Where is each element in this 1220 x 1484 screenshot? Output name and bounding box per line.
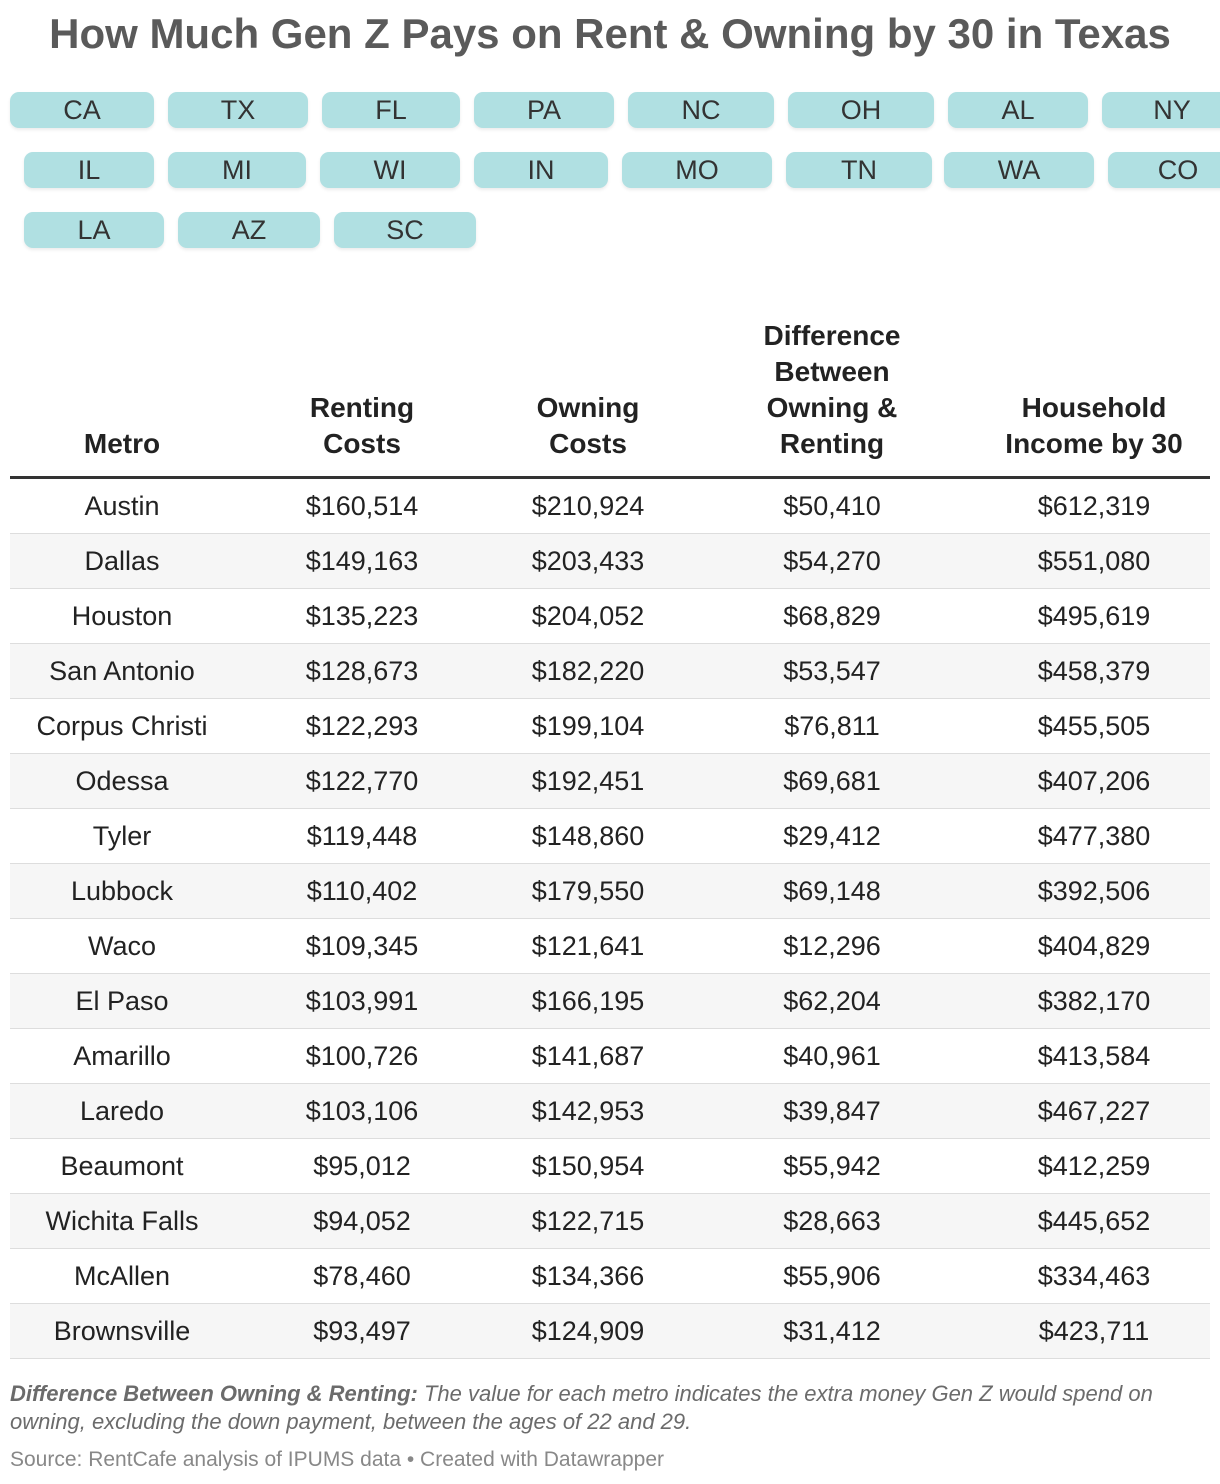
value-cell: $62,204 <box>783 986 881 1016</box>
value-cell: $455,505 <box>1037 711 1151 741</box>
footnote <box>10 1380 1210 1436</box>
value-cell: $68,829 <box>783 601 881 631</box>
value-cell: $28,663 <box>783 1206 881 1236</box>
value-cell: $109,345 <box>305 931 419 961</box>
table-row <box>10 644 1210 699</box>
value-cell: $199,104 <box>531 711 645 741</box>
value-cell: $55,906 <box>783 1261 881 1291</box>
value-cell: $382,170 <box>1037 986 1151 1016</box>
value-cell: $122,770 <box>305 766 419 796</box>
metro-cell: Waco <box>87 931 156 961</box>
tab-nc[interactable]: NC <box>628 92 774 128</box>
metro-cell: San Antonio <box>49 656 195 686</box>
data-table <box>10 300 1210 1359</box>
table-row <box>10 1084 1210 1139</box>
value-cell: $69,148 <box>783 876 881 906</box>
table-row <box>10 1249 1210 1304</box>
tab-mi[interactable]: MI <box>168 152 306 188</box>
value-cell: $413,584 <box>1037 1041 1151 1071</box>
metro-cell: Corpus Christi <box>36 711 208 741</box>
value-cell: $392,506 <box>1037 876 1151 906</box>
tab-il[interactable]: IL <box>24 152 154 188</box>
tab-pa[interactable]: PA <box>474 92 614 128</box>
metro-cell: Brownsville <box>53 1316 191 1346</box>
table-row <box>10 589 1210 644</box>
tab-al[interactable]: AL <box>948 92 1088 128</box>
metro-cell: Beaumont <box>60 1151 184 1181</box>
value-cell: $150,954 <box>531 1151 645 1181</box>
value-cell: $458,379 <box>1037 656 1151 686</box>
value-cell: $134,366 <box>531 1261 645 1291</box>
value-cell: $39,847 <box>783 1096 881 1126</box>
value-cell: $119,448 <box>306 821 418 851</box>
value-cell: $135,223 <box>305 601 419 631</box>
value-cell: $142,953 <box>531 1096 645 1126</box>
tab-ca[interactable]: CA <box>10 92 154 128</box>
table-header <box>10 300 1210 479</box>
value-cell: $179,550 <box>531 876 645 906</box>
value-cell: $53,547 <box>783 656 881 686</box>
metro-cell: Odessa <box>75 766 169 796</box>
metro-cell: Amarillo <box>73 1041 171 1071</box>
value-cell: $551,080 <box>1037 546 1151 576</box>
metro-cell: Laredo <box>79 1096 165 1126</box>
tab-wa[interactable]: WA <box>944 152 1094 188</box>
table-row <box>10 1194 1210 1249</box>
tab-oh[interactable]: OH <box>788 92 934 128</box>
metro-cell: Lubbock <box>70 876 174 906</box>
value-cell: $210,924 <box>531 491 645 521</box>
footnote-label: Difference Between Owning & Renting: <box>10 1381 418 1406</box>
value-cell: $110,402 <box>306 876 418 906</box>
value-cell: $122,715 <box>531 1206 645 1236</box>
value-cell: $69,681 <box>783 766 881 796</box>
table-row <box>10 699 1210 754</box>
value-cell: $128,673 <box>305 656 419 686</box>
value-cell: $445,652 <box>1037 1206 1151 1236</box>
value-cell: $166,195 <box>531 986 645 1016</box>
value-cell: $204,052 <box>531 601 645 631</box>
value-cell: $182,220 <box>531 656 645 686</box>
metro-cell: McAllen <box>73 1261 171 1291</box>
value-cell: $412,259 <box>1037 1151 1151 1181</box>
tab-az[interactable]: AZ <box>178 212 320 248</box>
column-header-3: Difference Between Owning & Renting <box>763 320 901 459</box>
value-cell: $203,433 <box>531 546 645 576</box>
value-cell: $100,726 <box>305 1041 419 1071</box>
value-cell: $12,296 <box>783 931 881 961</box>
metro-cell: Dallas <box>84 546 160 576</box>
value-cell: $404,829 <box>1037 931 1151 961</box>
value-cell: $148,860 <box>531 821 645 851</box>
column-header-0: Metro <box>83 428 161 459</box>
column-header-4: Household Income by 30 <box>1005 392 1183 459</box>
value-cell: $121,641 <box>531 931 645 961</box>
metro-cell: El Paso <box>75 986 169 1016</box>
page-title: How Much Gen Z Pays on Rent & Owning by 30 in Texas <box>49 10 1171 57</box>
value-cell: $612,319 <box>1037 491 1151 521</box>
tab-co[interactable]: CO <box>1108 152 1220 188</box>
value-cell: $477,380 <box>1037 821 1151 851</box>
value-cell: $122,293 <box>305 711 419 741</box>
tab-la[interactable]: LA <box>24 212 164 248</box>
table-row <box>10 1304 1210 1359</box>
source-line: Source: RentCafe analysis of IPUMS data • Created with Datawrapper <box>10 1448 664 1471</box>
table-row <box>10 974 1210 1029</box>
value-cell: $94,052 <box>313 1206 411 1236</box>
column-header-1: Renting Costs <box>309 392 415 459</box>
table-row <box>10 534 1210 589</box>
value-cell: $54,270 <box>783 546 881 576</box>
tab-wi[interactable]: WI <box>320 152 460 188</box>
table-row <box>10 479 1210 534</box>
table-body <box>10 479 1210 1359</box>
tab-sc[interactable]: SC <box>334 212 476 248</box>
value-cell: $423,711 <box>1038 1316 1150 1346</box>
value-cell: $76,811 <box>784 711 880 741</box>
tab-in[interactable]: IN <box>474 152 608 188</box>
state-tab-bar <box>0 0 1220 260</box>
metro-cell: Austin <box>84 491 160 521</box>
value-cell: $160,514 <box>305 491 419 521</box>
table-row <box>10 754 1210 809</box>
value-cell: $141,687 <box>531 1041 645 1071</box>
metro-cell: Houston <box>71 601 173 631</box>
value-cell: $103,106 <box>305 1096 419 1126</box>
value-cell: $50,410 <box>783 491 881 521</box>
table-row <box>10 1029 1210 1084</box>
value-cell: $95,012 <box>313 1151 411 1181</box>
tab-mo[interactable]: MO <box>622 152 772 188</box>
table-row <box>10 919 1210 974</box>
tab-fl[interactable]: FL <box>322 92 460 128</box>
value-cell: $29,412 <box>783 821 881 851</box>
metro-cell: Wichita Falls <box>45 1206 199 1236</box>
tab-tx[interactable]: TX <box>168 92 308 128</box>
table-row <box>10 864 1210 919</box>
tab-ny[interactable]: NY <box>1102 92 1220 128</box>
table-row <box>10 1139 1210 1194</box>
value-cell: $149,163 <box>305 546 419 576</box>
column-header-2: Owning Costs <box>536 392 640 459</box>
value-cell: $495,619 <box>1037 601 1151 631</box>
value-cell: $192,451 <box>531 766 645 796</box>
value-cell: $78,460 <box>313 1261 411 1291</box>
value-cell: $124,909 <box>531 1316 645 1346</box>
value-cell: $467,227 <box>1037 1096 1151 1126</box>
value-cell: $93,497 <box>313 1316 411 1346</box>
value-cell: $334,463 <box>1037 1261 1151 1291</box>
table-row <box>10 809 1210 864</box>
value-cell: $407,206 <box>1037 766 1151 796</box>
metro-cell: Tyler <box>92 821 152 851</box>
value-cell: $31,412 <box>783 1316 881 1346</box>
value-cell: $103,991 <box>305 986 419 1016</box>
value-cell: $40,961 <box>783 1041 881 1071</box>
value-cell: $55,942 <box>783 1151 881 1181</box>
footnote-text: The value for each metro indicates the extra money Gen Z would spend on owning, excluding the down payment, between the ages of 22 and 29. <box>10 1381 1153 1434</box>
tab-tn[interactable]: TN <box>786 152 932 188</box>
